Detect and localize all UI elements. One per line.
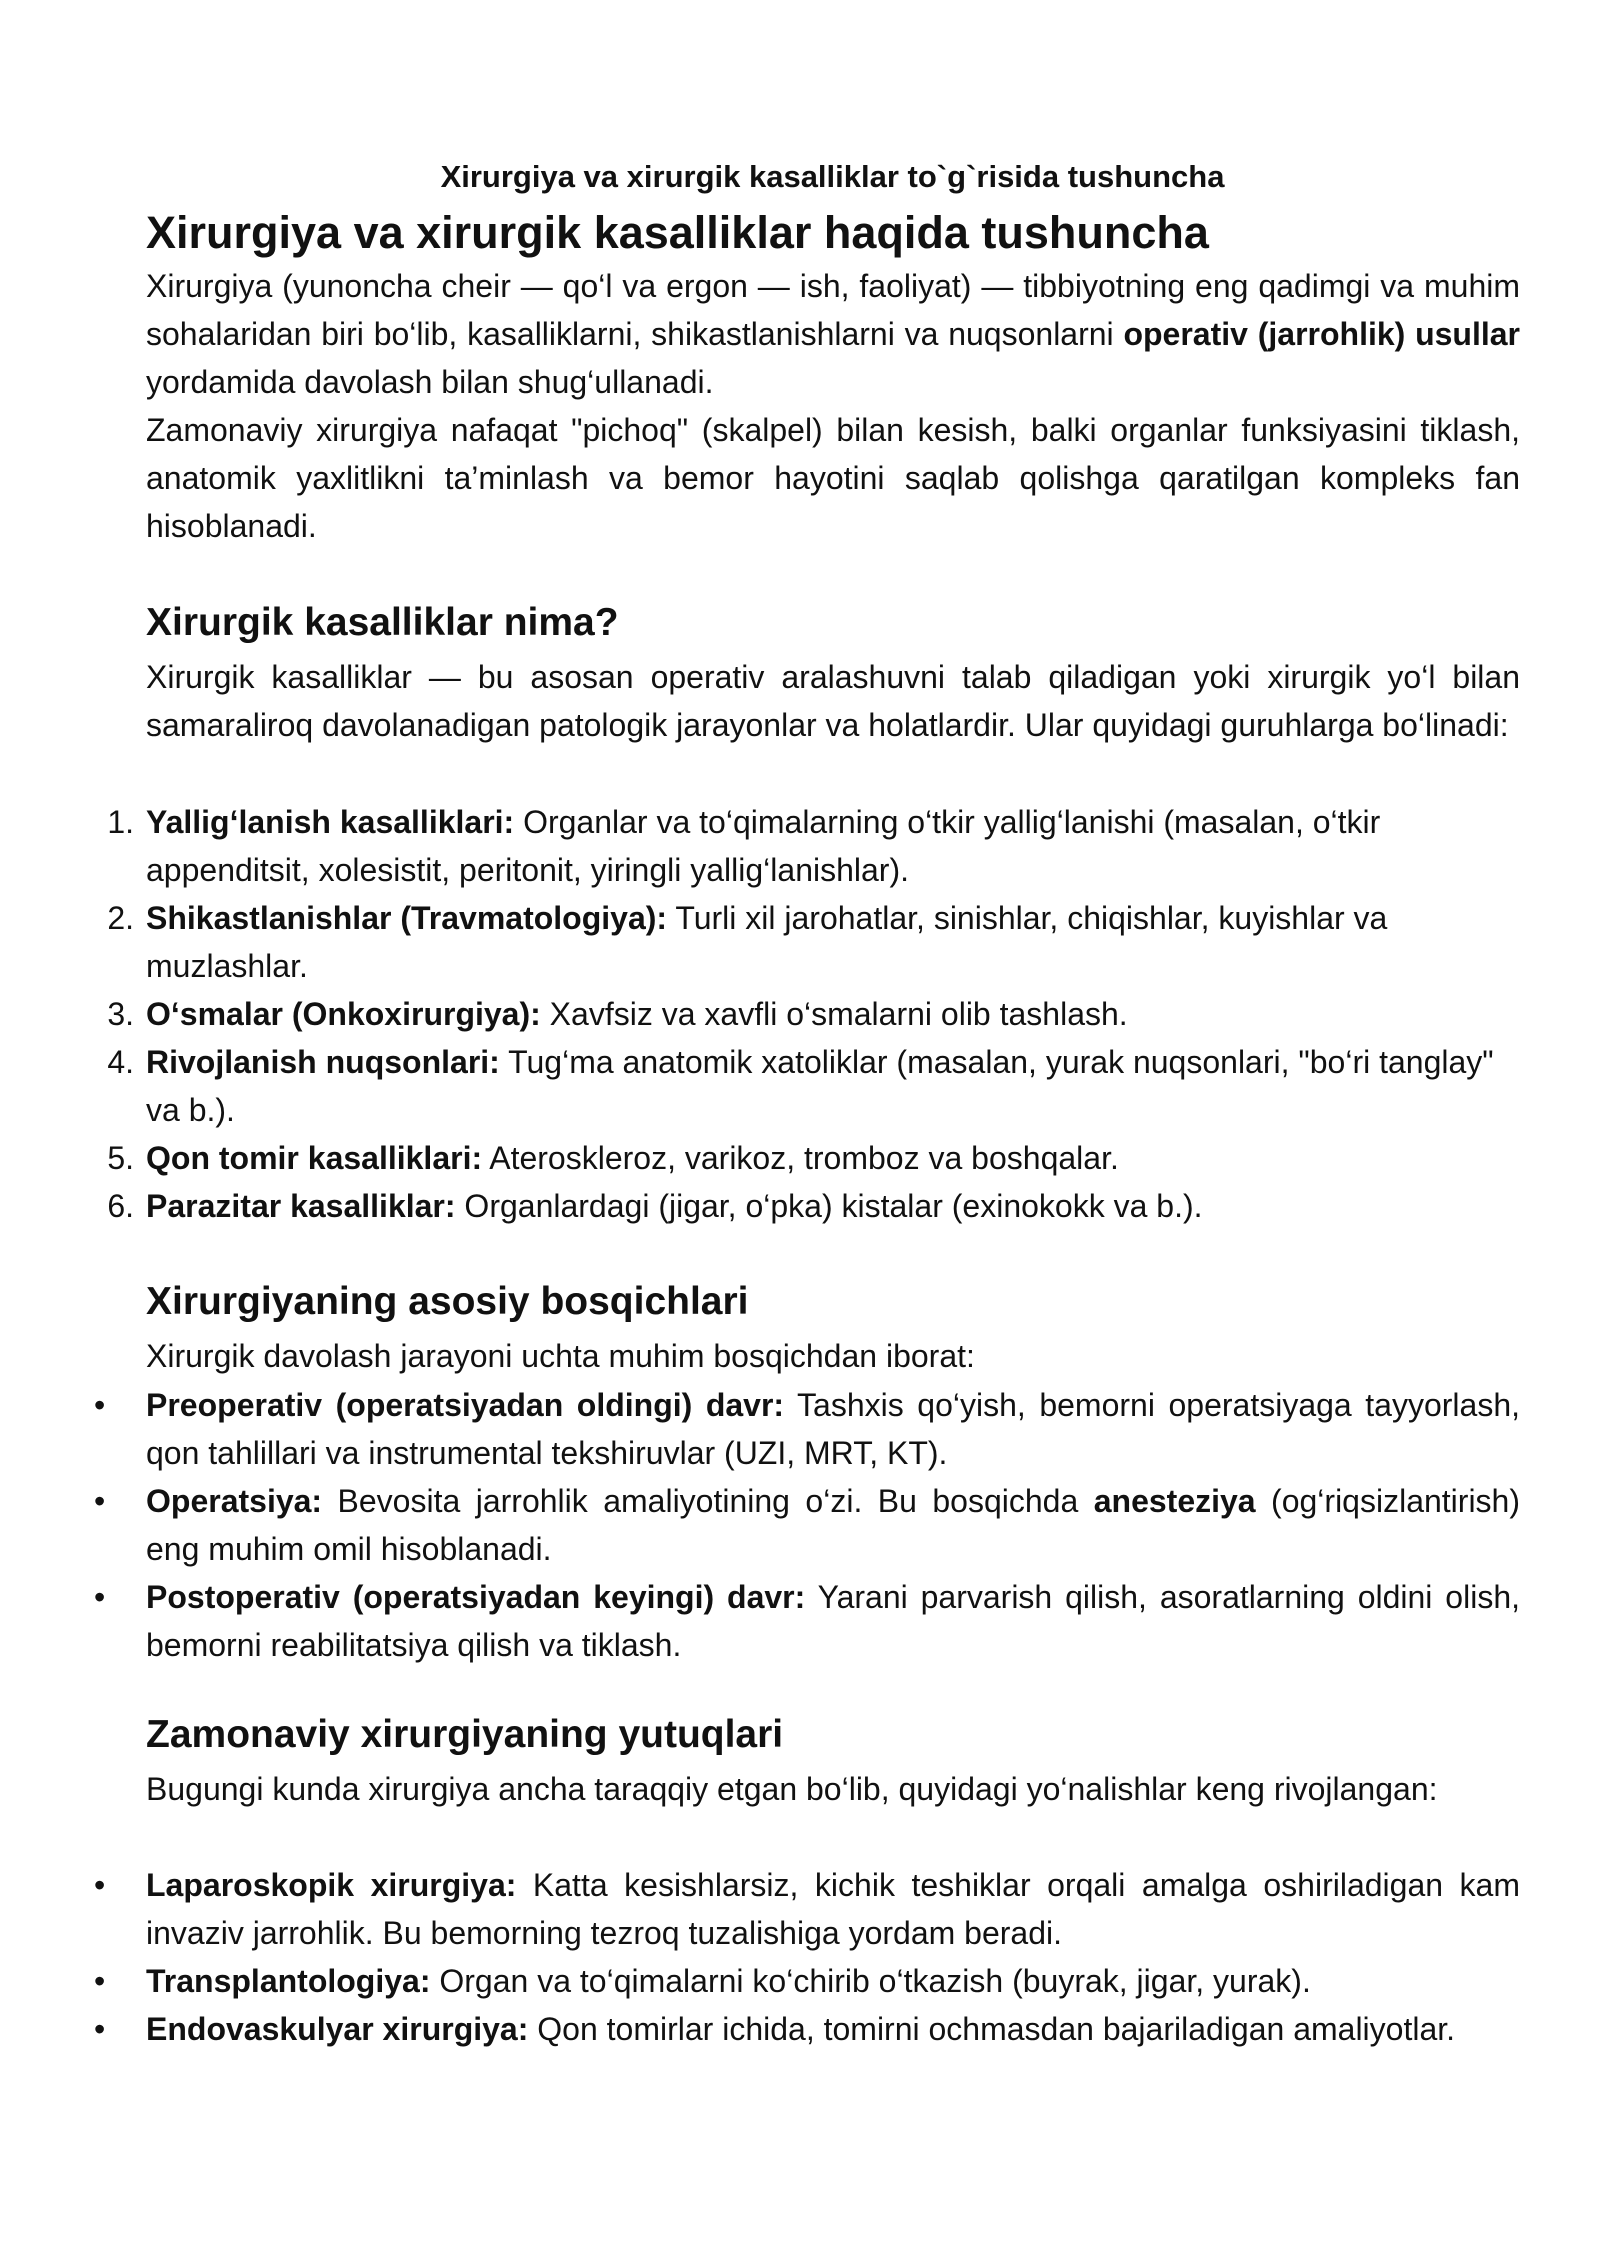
list-term: Qon tomir kasalliklari: bbox=[146, 1140, 483, 1176]
bullet-icon: • bbox=[94, 1387, 106, 1423]
intro-paragraph-2: Zamonaviy xirurgiya nafaqat "pichoq" (skalpel) bilan kesish, balki organlar funksiyasini tiklash, anatomik yaxlitlikni ta’minlash va bemor hayotini saqlab qolishga qaratilgan kompleks fan hisoblanadi. bbox=[146, 412, 1520, 544]
list-number: 5. bbox=[107, 1140, 134, 1176]
section-3-intro: Bugungi kunda xirurgiya ancha taraqqiy etgan bo‘lib, quyidagi yo‘nalishlar keng rivojlangan: bbox=[146, 1771, 1438, 1807]
section-1-heading: Xirurgik kasalliklar nima? bbox=[146, 601, 619, 644]
intro-block bbox=[146, 262, 1520, 550]
list-item bbox=[94, 1477, 1520, 1573]
section-3-heading: Zamonaviy xirurgiyaning yutuqlari bbox=[146, 1713, 784, 1756]
list-text: Ateroskleroz, varikoz, tromboz va boshqalar. bbox=[482, 1140, 1119, 1176]
list-text: Organlardagi (jigar, o‘pka) kistalar (exinokokk va b.). bbox=[455, 1188, 1203, 1224]
list-item bbox=[94, 1957, 1520, 2005]
list-term: Laparoskopik xirurgiya: bbox=[146, 1867, 517, 1903]
section-3-list bbox=[94, 1861, 1521, 2053]
list-number: 1. bbox=[107, 804, 134, 840]
section-2-list bbox=[94, 1381, 1521, 1669]
list-number: 6. bbox=[107, 1188, 134, 1224]
list-term: Rivojlanish nuqsonlari: bbox=[146, 1044, 500, 1080]
list-text: Tug‘ma anatomik xatoliklar (masalan, yurak nuqsonlari, "bo‘ri tanglay" va b.). bbox=[146, 1044, 1494, 1128]
list-item bbox=[107, 1038, 1520, 1134]
bullet-icon: • bbox=[94, 1867, 106, 1903]
section-1-intro: Xirurgik kasalliklar — bu asosan operativ aralashuvni talab qiladigan yoki xirurgik yo‘l bilan samaraliroq davolanadigan patologik jarayonlar va holatlardir. Ular quyidagi guruhlarga bo‘linadi: bbox=[146, 659, 1520, 743]
section-2 bbox=[146, 1276, 1520, 1380]
list-text: Turli xil jarohatlar, sinishlar, chiqishlar, kuyishlar va muzlashlar. bbox=[146, 900, 1388, 984]
list-term: Yallig‘lanish kasalliklari: bbox=[146, 804, 515, 840]
document-top-title: Xirurgiya va xirurgik kasalliklar to`g`risida tushuncha bbox=[440, 159, 1225, 194]
list-item bbox=[107, 798, 1520, 894]
list-item bbox=[94, 2005, 1520, 2053]
list-text: Katta kesishlarsiz, kichik teshiklar orqali amalga oshiriladigan kam invaziv jarrohlik. Bu bemorning tezroq tuzalishiga yordam beradi. bbox=[146, 1867, 1521, 1951]
section-3 bbox=[146, 1709, 1520, 1813]
list-number: 3. bbox=[107, 996, 134, 1032]
list-text: Yarani parvarish qilish, asoratlarning oldini olish, bemorni reabilitatsiya qilish va tiklash. bbox=[146, 1579, 1521, 1663]
bullet-icon: • bbox=[94, 2011, 106, 2047]
list-text: Tashxis qo‘yish, bemorni operatsiyaga tayyorlash, qon tahlillari va instrumental tekshiruvlar (UZI, MRT, KT). bbox=[146, 1387, 1521, 1471]
bullet-icon: • bbox=[94, 1483, 106, 1519]
section-2-intro: Xirurgik davolash jarayoni uchta muhim bosqichdan iborat: bbox=[146, 1338, 975, 1374]
bullet-icon: • bbox=[94, 1579, 106, 1615]
list-item bbox=[94, 1861, 1521, 1957]
list-item bbox=[107, 894, 1520, 990]
intro-p1-bold: operativ (jarrohlik) usullar bbox=[1123, 316, 1521, 352]
document-main-title: Xirurgiya va xirurgik kasalliklar haqida tushuncha bbox=[146, 207, 1209, 258]
intro-p1-text-b: yordamida davolash bilan shug‘ullanadi. bbox=[146, 364, 714, 400]
bullet-icon: • bbox=[94, 1963, 106, 1999]
list-term: Operatsiya: bbox=[146, 1483, 323, 1519]
intro-paragraph-1 bbox=[146, 262, 1520, 406]
list-item bbox=[107, 990, 1520, 1038]
section-1 bbox=[146, 597, 1520, 749]
section-2-heading: Xirurgiyaning asosiy bosqichlari bbox=[146, 1280, 749, 1323]
list-text-2: (og‘riqsizlantirish) eng muhim omil hisoblanadi. bbox=[146, 1483, 1520, 1567]
list-text: Organlar va to‘qimalarning o‘tkir yallig‘lanishi (masalan, o‘tkir appenditsit, xolesistit, peritonit, yiringli yallig‘lanishlar). bbox=[146, 804, 1381, 888]
list-number: 2. bbox=[107, 900, 134, 936]
intro-p1-text-a: Xirurgiya (yunoncha cheir — qo‘l va ergon — ish, faoliyat) — tibbiyotning eng qadimgi va muhim sohalaridan biri bo‘lib, kasalliklarni, shikastlanishlarni va nuqsonlarni bbox=[146, 268, 1520, 352]
list-term: Endovaskulyar xirurgiya: bbox=[146, 2011, 529, 2047]
list-text: Organ va to‘qimalarni ko‘chirib o‘tkazish (buyrak, jigar, yurak). bbox=[430, 1963, 1311, 1999]
list-text: Bevosita jarrohlik amaliyotining o‘zi. Bu bosqichda bbox=[322, 1483, 1094, 1519]
list-text: Xavfsiz va xavfli o‘smalarni olib tashlash. bbox=[540, 996, 1128, 1032]
list-term: O‘smalar (Onkoxirurgiya): bbox=[146, 996, 541, 1032]
list-term: Parazitar kasalliklar: bbox=[146, 1188, 456, 1224]
list-text: Qon tomirlar ichida, tomirni ochmasdan bajariladigan amaliyotlar. bbox=[528, 2011, 1456, 2047]
list-term-2: anesteziya bbox=[1093, 1483, 1256, 1519]
list-item bbox=[107, 1182, 1520, 1230]
section-1-list bbox=[107, 798, 1520, 1230]
list-term: Transplantologiya: bbox=[146, 1963, 431, 1999]
list-term: Shikastlanishlar (Travmatologiya): bbox=[146, 900, 668, 936]
list-item bbox=[107, 1134, 1520, 1182]
list-item bbox=[94, 1573, 1521, 1669]
list-item bbox=[94, 1381, 1521, 1477]
list-number: 4. bbox=[107, 1044, 134, 1080]
list-term: Preoperativ (operatsiyadan oldingi) davr: bbox=[146, 1387, 785, 1423]
list-term: Postoperativ (operatsiyadan keyingi) davr: bbox=[146, 1579, 806, 1615]
